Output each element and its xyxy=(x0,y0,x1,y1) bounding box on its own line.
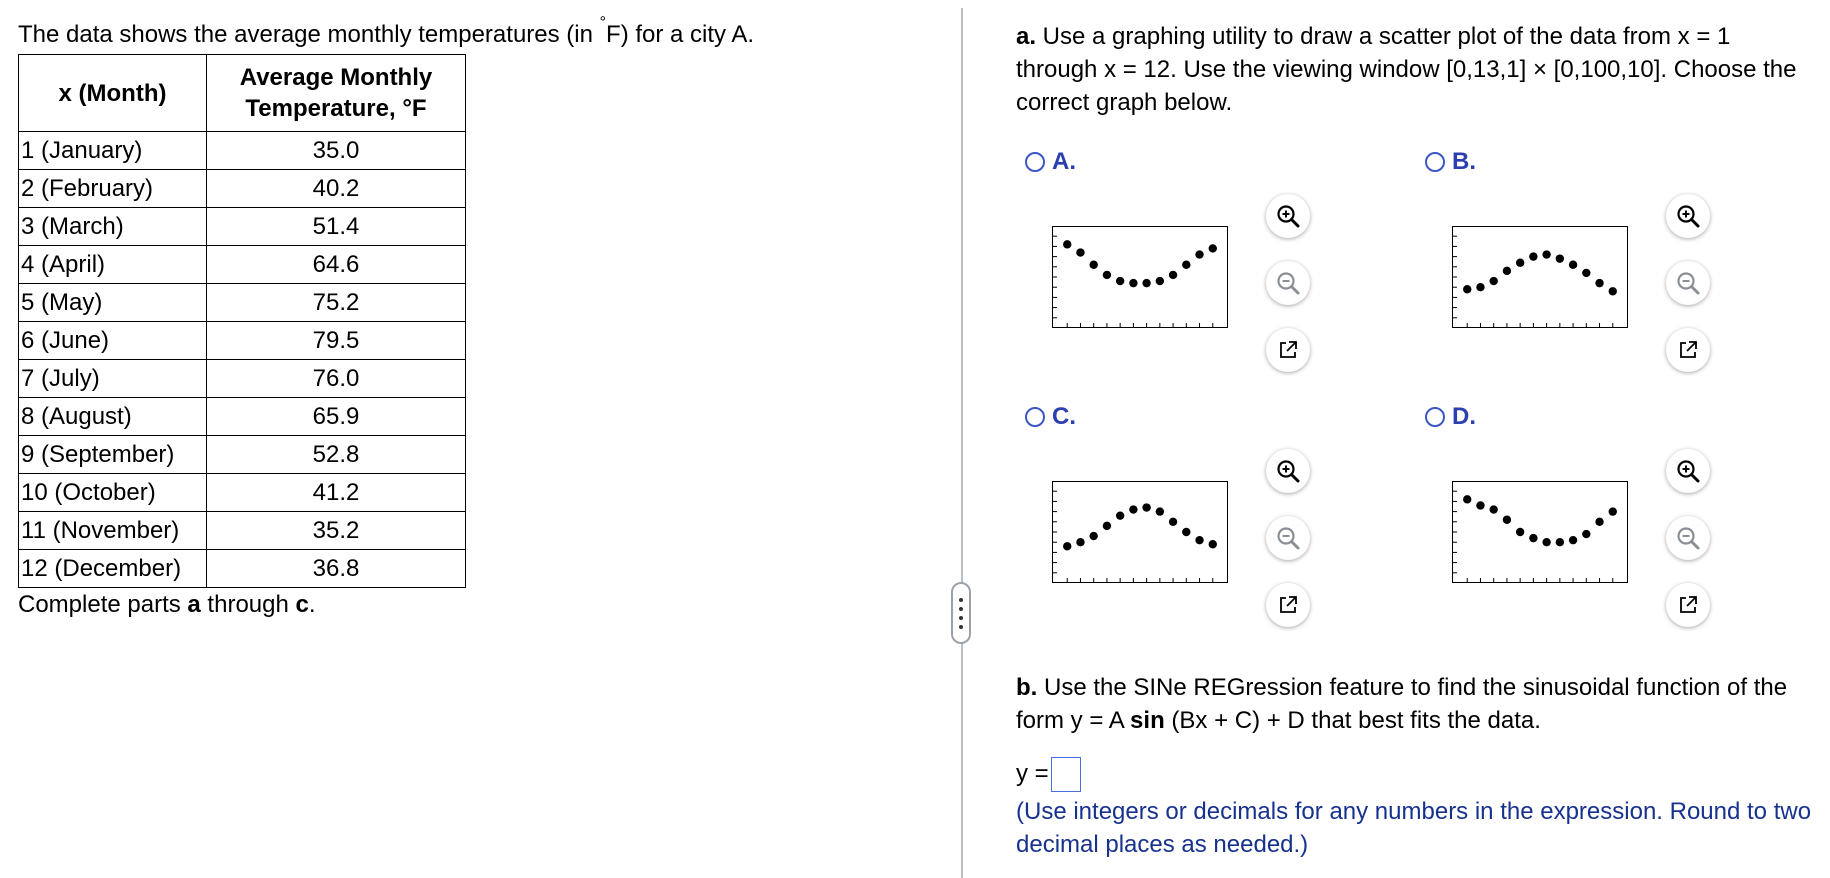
data-point xyxy=(1142,278,1150,286)
scatter-plot xyxy=(1452,226,1628,328)
table-row xyxy=(19,284,466,322)
data-point xyxy=(1195,250,1203,258)
zoom-out-icon xyxy=(1275,525,1301,551)
data-point xyxy=(1063,240,1071,248)
temperature-cell: 51.4 xyxy=(207,208,466,246)
table-row xyxy=(19,398,466,436)
data-point xyxy=(1463,285,1471,293)
hint-text: (Use integers or decimals for any numbers in the expression. Round to two decimal places as needed.) xyxy=(1016,798,1812,858)
data-point xyxy=(1595,517,1603,525)
scatter-svg xyxy=(1452,481,1628,583)
part-a-text xyxy=(1016,20,1816,119)
table-row xyxy=(19,322,466,360)
choice-b[interactable] xyxy=(1416,150,1796,390)
data-point xyxy=(1155,276,1163,284)
month-cell: 8 (August) xyxy=(19,398,207,436)
data-point xyxy=(1502,266,1510,274)
temperature-cell: 65.9 xyxy=(207,398,466,436)
data-point xyxy=(1155,507,1163,515)
data-point xyxy=(1489,505,1497,513)
data-point xyxy=(1168,270,1176,278)
zoom-out-icon xyxy=(1675,525,1701,551)
data-point xyxy=(1555,538,1563,546)
panel-divider xyxy=(961,8,963,878)
external-link-icon xyxy=(1677,594,1699,616)
zoom-in-icon xyxy=(1675,458,1701,484)
data-point xyxy=(1102,521,1110,529)
scatter-plot xyxy=(1052,481,1228,583)
data-point xyxy=(1476,501,1484,509)
external-link-icon xyxy=(1677,339,1699,361)
table-row xyxy=(19,550,466,588)
scatter-svg xyxy=(1452,226,1628,328)
complete-instruction xyxy=(18,588,898,622)
data-point xyxy=(1489,276,1497,284)
data-point xyxy=(1208,244,1216,252)
temperature-cell: 41.2 xyxy=(207,474,466,512)
data-point xyxy=(1168,517,1176,525)
intro-text xyxy=(18,16,898,54)
zoom-in-button[interactable] xyxy=(1266,449,1310,493)
zoom-in-button[interactable] xyxy=(1666,449,1710,493)
radio-button[interactable] xyxy=(1425,152,1445,172)
data-point xyxy=(1568,260,1576,268)
complete-post: . xyxy=(308,591,316,618)
complete-c: c xyxy=(295,591,309,618)
month-cell: 5 (May) xyxy=(19,284,207,322)
radio-button[interactable] xyxy=(1025,407,1045,427)
data-point xyxy=(1089,260,1097,268)
part-a-label: a. xyxy=(1016,23,1037,50)
scatter-plot xyxy=(1452,481,1628,583)
popout-button[interactable] xyxy=(1266,583,1310,627)
data-point xyxy=(1182,527,1190,535)
temperature-table xyxy=(18,54,466,588)
data-point xyxy=(1582,268,1590,276)
table-row xyxy=(19,170,466,208)
external-link-icon xyxy=(1277,594,1299,616)
scatter-svg xyxy=(1052,481,1228,583)
part-b-question xyxy=(1016,671,1816,737)
external-link-icon xyxy=(1277,339,1299,361)
data-point xyxy=(1076,538,1084,546)
data-point xyxy=(1142,503,1150,511)
intro-post: F) for a city A. xyxy=(606,21,755,48)
degree-symbol: ° xyxy=(599,14,607,31)
answer-input[interactable] xyxy=(1051,757,1081,792)
temperature-cell: 35.2 xyxy=(207,512,466,550)
zoom-in-button[interactable] xyxy=(1666,194,1710,238)
month-cell: 10 (October) xyxy=(19,474,207,512)
data-point xyxy=(1195,535,1203,543)
data-point xyxy=(1502,515,1510,523)
popout-button[interactable] xyxy=(1666,328,1710,372)
data-point xyxy=(1115,276,1123,284)
data-point xyxy=(1182,260,1190,268)
part-a-body: Use a graphing utility to draw a scatter plot of the data from x = 1 through x = 12. Use the viewing window [0,13,1] × [0,100,10]. Choose the correct graph below. xyxy=(1016,23,1797,116)
intro-pre: The data shows the average monthly temperatures (in xyxy=(18,21,600,48)
data-point xyxy=(1515,258,1523,266)
data-point xyxy=(1529,252,1537,260)
data-panel xyxy=(18,16,898,622)
data-point xyxy=(1582,529,1590,537)
table-row xyxy=(19,208,466,246)
data-point xyxy=(1115,511,1123,519)
temperature-cell: 79.5 xyxy=(207,322,466,360)
header-temp-line1: Average Monthly xyxy=(239,64,433,91)
data-point xyxy=(1608,287,1616,295)
data-point xyxy=(1076,248,1084,256)
popout-button[interactable] xyxy=(1666,583,1710,627)
answer-line xyxy=(1016,757,1081,792)
month-cell: 3 (March) xyxy=(19,208,207,246)
part-b-label: b. xyxy=(1016,674,1038,701)
choice-a[interactable] xyxy=(1016,150,1396,390)
header-month: x (Month) xyxy=(19,55,207,132)
month-cell: 11 (November) xyxy=(19,512,207,550)
temperature-cell: 75.2 xyxy=(207,284,466,322)
radio-button[interactable] xyxy=(1025,152,1045,172)
zoom-in-icon xyxy=(1275,203,1301,229)
month-cell: 2 (February) xyxy=(19,170,207,208)
month-cell: 6 (June) xyxy=(19,322,207,360)
zoom-out-button[interactable] xyxy=(1266,516,1310,560)
zoom-out-icon xyxy=(1675,270,1701,296)
part-b-text1: Use the SINe REGression feature to find the sinusoidal function of the form y = A xyxy=(1016,674,1788,734)
data-point xyxy=(1555,254,1563,262)
zoom-in-icon xyxy=(1275,458,1301,484)
table-row xyxy=(19,474,466,512)
resize-handle[interactable] xyxy=(951,582,971,644)
choice-d[interactable] xyxy=(1416,405,1796,645)
temperature-cell: 36.8 xyxy=(207,550,466,588)
data-point xyxy=(1129,278,1137,286)
zoom-out-icon xyxy=(1275,270,1301,296)
choice-label: B. xyxy=(1452,148,1476,175)
data-point xyxy=(1102,270,1110,278)
table-row xyxy=(19,512,466,550)
temperature-cell: 40.2 xyxy=(207,170,466,208)
data-point xyxy=(1476,283,1484,291)
zoom-in-button[interactable] xyxy=(1266,194,1310,238)
complete-mid: through xyxy=(200,591,296,618)
choice-label: C. xyxy=(1052,403,1076,430)
choice-c[interactable] xyxy=(1016,405,1396,645)
zoom-out-button[interactable] xyxy=(1666,261,1710,305)
table-row xyxy=(19,132,466,170)
data-point xyxy=(1542,538,1550,546)
y-equals-label: y = xyxy=(1016,760,1049,787)
data-point xyxy=(1542,250,1550,258)
scatter-svg xyxy=(1052,226,1228,328)
complete-a: a xyxy=(187,591,201,618)
scatter-plot xyxy=(1052,226,1228,328)
temperature-cell: 76.0 xyxy=(207,360,466,398)
header-temperature xyxy=(207,55,466,132)
complete-pre: Complete parts xyxy=(18,591,188,618)
part-b-text2: (Bx + C) + D that best fits the data. xyxy=(1164,707,1541,734)
part-a-question xyxy=(1016,20,1816,119)
data-point xyxy=(1568,535,1576,543)
month-cell: 7 (July) xyxy=(19,360,207,398)
zoom-out-button[interactable] xyxy=(1666,516,1710,560)
choice-label: D. xyxy=(1452,403,1476,430)
month-cell: 12 (December) xyxy=(19,550,207,588)
data-point xyxy=(1129,505,1137,513)
zoom-out-button[interactable] xyxy=(1266,261,1310,305)
table-row xyxy=(19,246,466,284)
data-point xyxy=(1089,531,1097,539)
month-cell: 4 (April) xyxy=(19,246,207,284)
temperature-cell: 64.6 xyxy=(207,246,466,284)
popout-button[interactable] xyxy=(1266,328,1310,372)
choice-label: A. xyxy=(1052,148,1076,175)
temperature-cell: 52.8 xyxy=(207,436,466,474)
data-point xyxy=(1595,278,1603,286)
sin-text: sin xyxy=(1130,707,1165,734)
data-point xyxy=(1208,540,1216,548)
data-point xyxy=(1063,542,1071,550)
data-point xyxy=(1463,495,1471,503)
temperature-cell: 35.0 xyxy=(207,132,466,170)
radio-button[interactable] xyxy=(1425,407,1445,427)
data-point xyxy=(1608,507,1616,515)
month-cell: 1 (January) xyxy=(19,132,207,170)
data-point xyxy=(1515,527,1523,535)
table-row xyxy=(19,436,466,474)
table-row xyxy=(19,360,466,398)
data-point xyxy=(1529,533,1537,541)
header-temp-line2: Temperature, °F xyxy=(245,95,427,122)
month-cell: 9 (September) xyxy=(19,436,207,474)
zoom-in-icon xyxy=(1675,203,1701,229)
table-header-row xyxy=(19,55,466,132)
